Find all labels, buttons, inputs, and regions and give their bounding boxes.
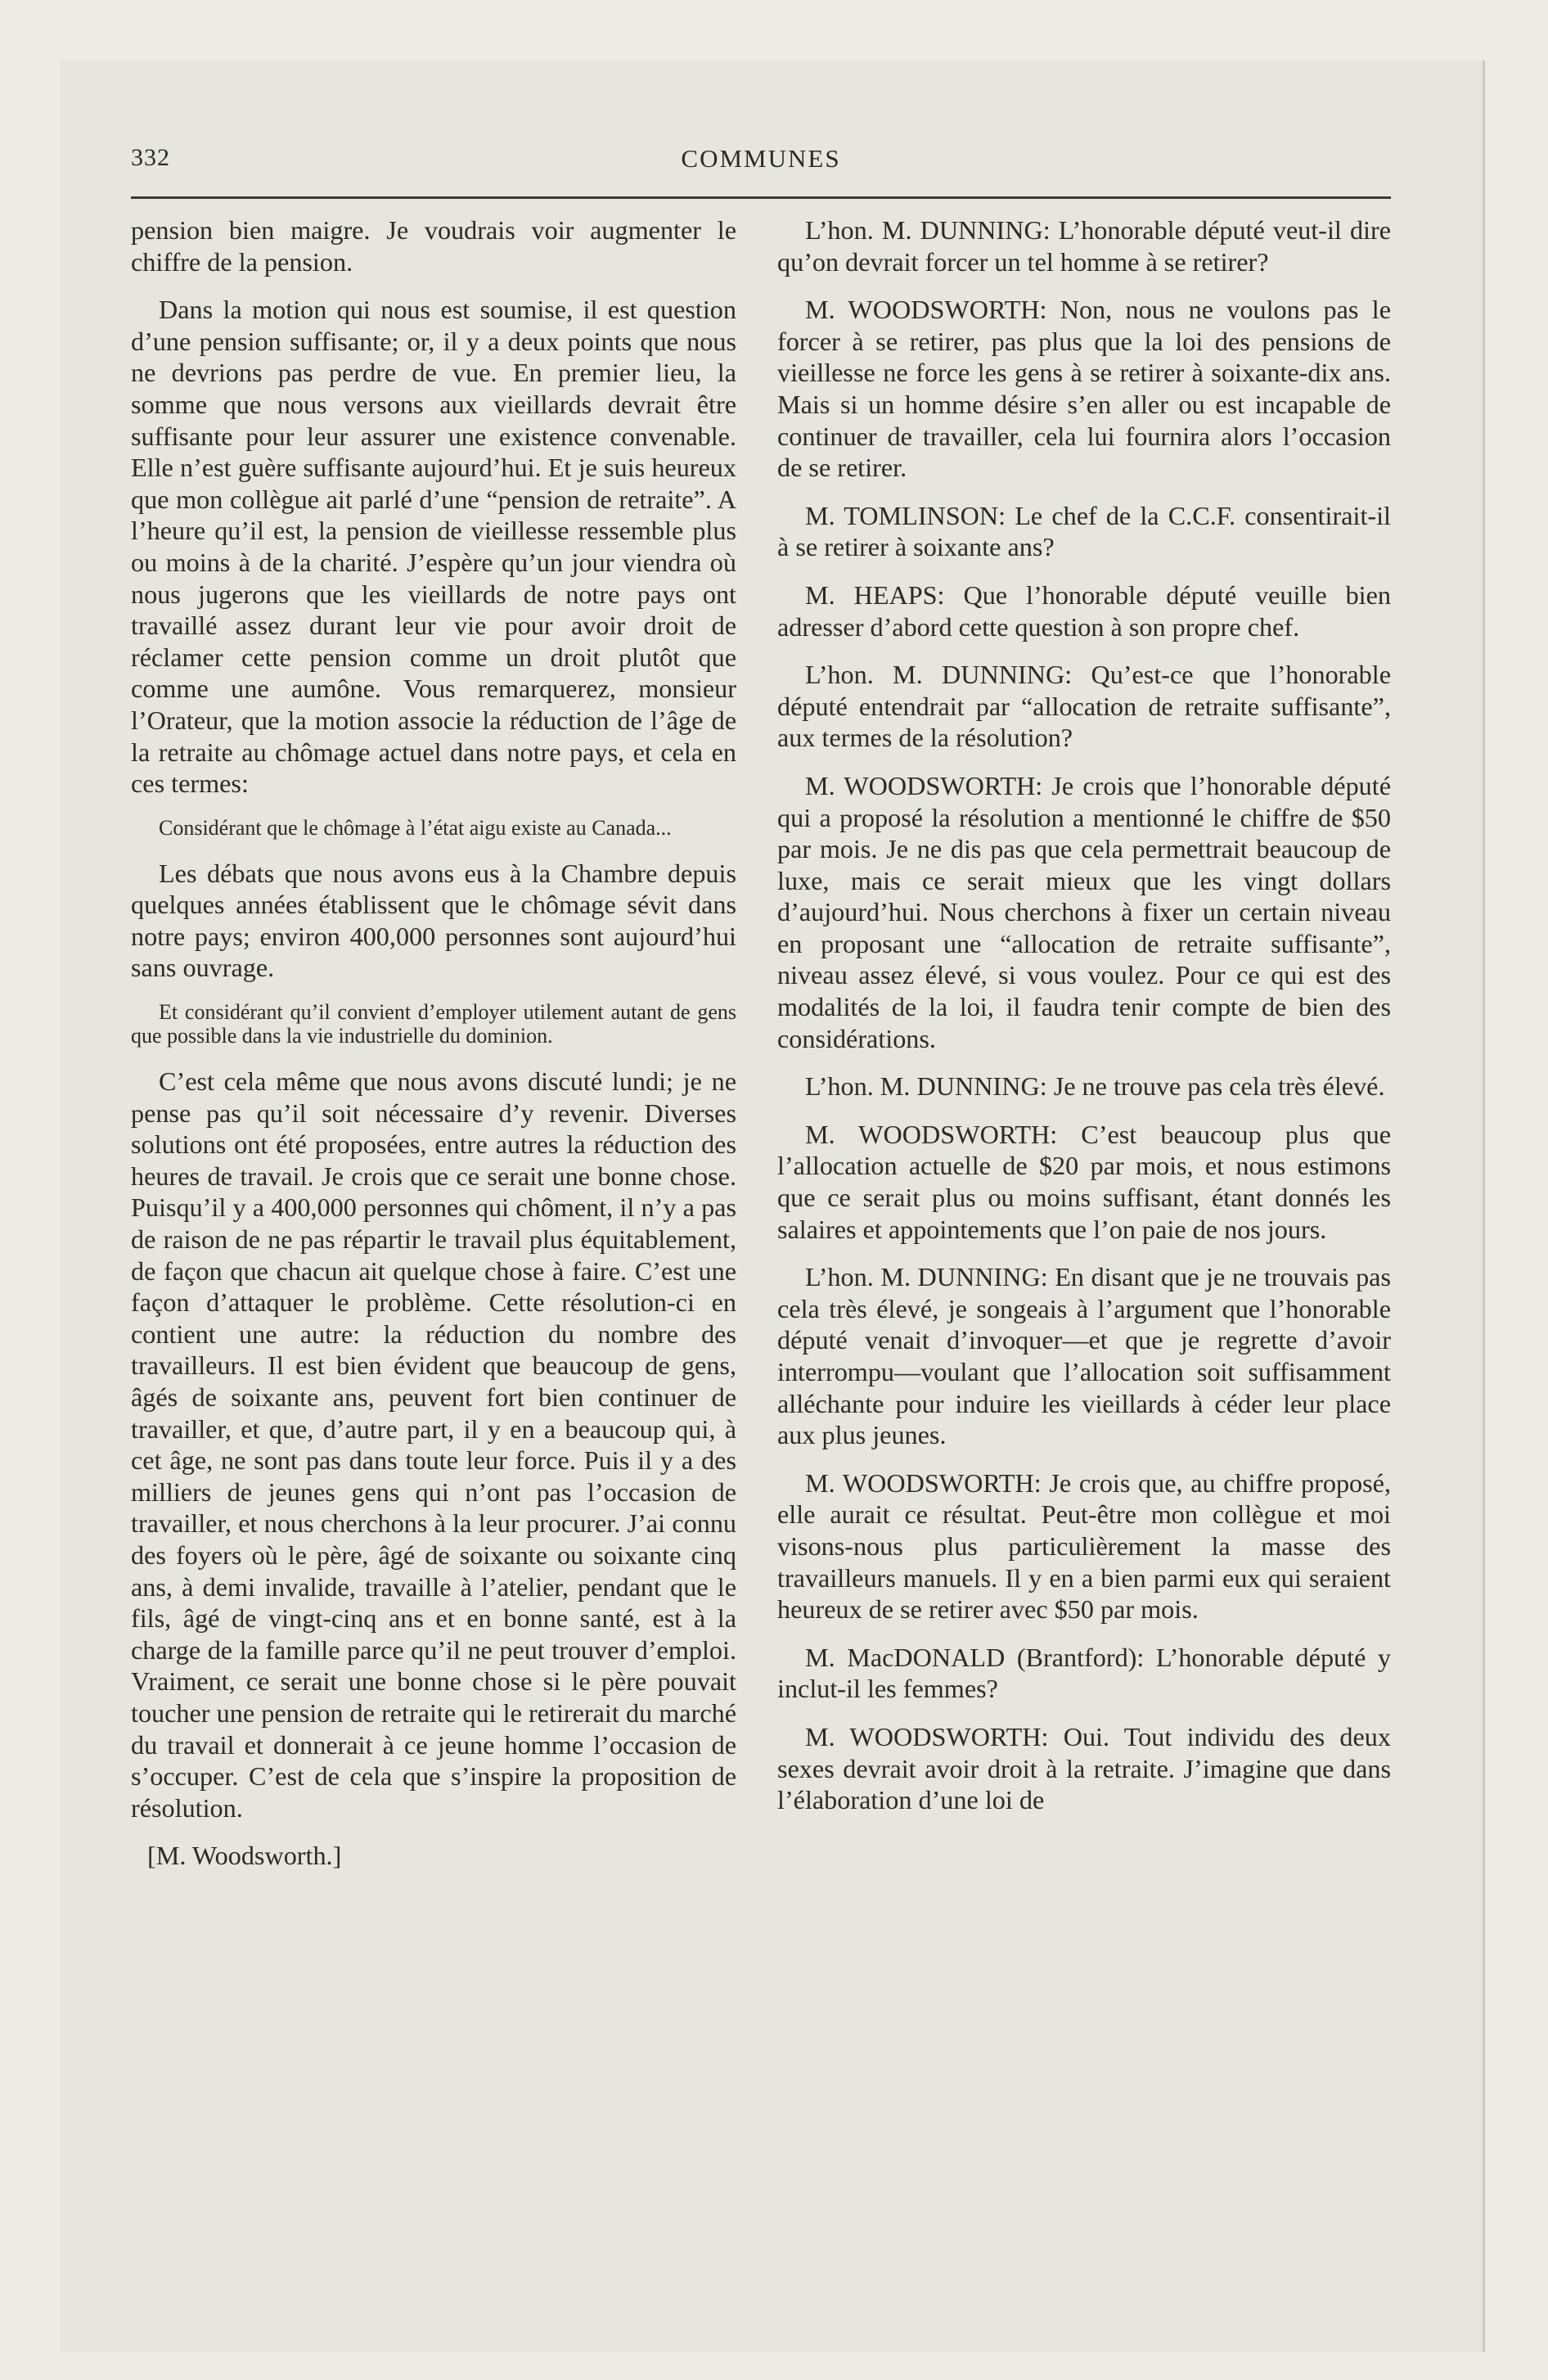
paragraph: M. WOODSWORTH: Non, nous ne voulons pas le forcer à se retirer, pas plus que la loi des pensions de vieillesse ne force les gens à se retirer à soixante-dix ans. Mais si un homme désire s’en aller ou est incapable de continuer de travailler, cela lui fournira alors l’occasion de se retirer.	[777, 295, 1391, 483]
right-column	[777, 214, 1391, 1832]
paragraph: M. TOMLINSON: Le chef de la C.C.F. consentirait-il à se retirer à soixante ans?	[777, 500, 1391, 562]
paragraph: Dans la motion qui nous est soumise, il est question d’une pension suffisante; or, il y a deux points que nous ne devrions pas perdre de vue. En premier lieu, la somme que nous versons aux vieillards devrait être suffisante pour leur assurer une existence convenable. Elle n’est guère suffisante aujourd’hui. Et je suis heureux que mon collègue ait parlé d’une “pension de retraite”. A l’heure qu’il est, la pension de vieillesse ressemble plus ou moins à de la charité. J’espère qu’un jour viendra où nous jugerons que les vieillards de notre pays ont travaillé assez durant leur vie pour avoir droit de réclamer cette pension comme un droit plutôt que comme une aumône. Vous remarquerez, monsieur l’Orateur, que la motion associe la réduction de l’âge de la retraite au chômage actuel dans notre pays, et cela en ces termes:	[131, 295, 736, 799]
paragraph: L’hon. M. DUNNING: En disant que je ne trouvais pas cela très élevé, je songeais à l’argument que l’honorable député venait d’invoquer—et que je regrette d’avoir interrompu—voulant que l’allocation soit suffisamment alléchante pour induire les vieillards à céder leur place aux plus jeunes.	[777, 1262, 1391, 1450]
paragraph: Les débats que nous avons eus à la Chambre depuis quelques années établissent que le chômage sévit dans notre pays; environ 400,000 personnes sont aujourd’hui sans ouvrage.	[131, 858, 736, 983]
paragraph: M. WOODSWORTH: Je crois que, au chiffre proposé, elle aurait ce résultat. Peut-être mon collègue et moi visons-nous plus particulièrement la masse des travailleurs manuels. Il y en a bien parmi eux qui seraient heureux de se retirer avec $50 par mois.	[777, 1467, 1391, 1625]
paragraph: L’hon. M. DUNNING: Je ne trouve pas cela très élevé.	[805, 1071, 1385, 1102]
paragraph: L’hon. M. DUNNING: Qu’est-ce que l’honorable député entendrait par “allocation de retraite suffisante”, aux termes de la résolution?	[777, 660, 1391, 753]
paragraph: M. HEAPS: Que l’honorable député veuille bien adresser d’abord cette question à son propre chef.	[777, 579, 1391, 642]
paragraph: L’hon. M. DUNNING: L’honorable député veut-il dire qu’on devrait forcer un tel homme à se retirer?	[777, 215, 1391, 277]
page-number: 332	[131, 144, 170, 171]
left-column	[131, 214, 736, 1888]
paragraph: pension bien maigre. Je voudrais voir augmenter le chiffre de la pension.	[131, 215, 736, 277]
page-header	[131, 144, 1391, 177]
paragraph: M. WOODSWORTH: Oui. Tout individu des deux sexes devrait avoir droit à la retraite. J’imagine que dans l’élaboration d’une loi de	[777, 1721, 1391, 1815]
running-title: COMMUNES	[681, 144, 841, 173]
block-quote: Et considérant qu’il convient d’employer utilement autant de gens que possible dans la vie industrielle du dominion.	[131, 1000, 736, 1048]
paragraph: M. WOODSWORTH: Je crois que l’honorable député qui a proposé la résolution a mentionné le chiffre de $50 par mois. Je ne dis pas que cela permettrait beaucoup de luxe, mais ce serait mieux que les vingt dollars d’aujourd’hui. Nous cherchons à fixer un certain niveau en proposant une “allocation de retraite suffisante”, niveau assez élevé, si vous voulez. Pour ce qui est des modalités de la loi, il faudra tenir compte de bien des considérations.	[777, 770, 1391, 1053]
paragraph: C’est cela même que nous avons discuté lundi; je ne pense pas qu’il soit nécessaire d’y revenir. Diverses solutions ont été proposées, entre autres la réduction des heures de travail. Je crois que ce serait une bonne chose. Puisqu’il y a 400,000 personnes qui chôment, il n’y a pas de raison de ne pas répartir le travail plus équitablement, de façon que chacun ait quelque chose à faire. C’est une façon d’attaquer le problème. Cette résolution-ci en contient une autre: la réduction du nombre des travailleurs. Il est bien évident que beaucoup de gens, âgés de soixante ans, peuvent fort bien continuer de travailler, et que, d’autre part, il y en a beaucoup qui, à cet âge, ne sont pas dans toute leur force. Puis il y a des milliers de jeunes gens qui n’ont pas l’occasion de travailler, et nous cherchons à la leur procurer. J’ai connu des foyers où le père, âgé de soixante ou soixante cinq ans, à demi invalide, travaille à l’atelier, pendant que le fils, âgé de vingt-cinq ans et en bonne santé, est à la charge de la famille parce qu’il ne peut trouver d’emploi. Vraiment, ce serait une bonne chose si le père pouvait toucher une pension de retraite qui le retirerait du marché du travail et donnerait à ce jeune homme l’occasion de s’occuper. C’est de cela que s’inspire la proposition de résolution.	[131, 1066, 736, 1823]
block-quote: Considérant que le chômage à l’état aigu existe au Canada...	[159, 815, 672, 840]
paragraph: M. MacDONALD (Brantford): L’honorable député y inclut-il les femmes?	[777, 1642, 1391, 1704]
header-rule	[131, 196, 1391, 199]
paragraph: M. WOODSWORTH: C’est beaucoup plus que l’allocation actuelle de $20 par mois, et nous estimons que ce serait plus ou moins suffisant, étant donnés les salaires et appointements que l’on paie de nos jours.	[777, 1119, 1391, 1244]
speaker-signature: [M. Woodsworth.]	[147, 1841, 342, 1871]
